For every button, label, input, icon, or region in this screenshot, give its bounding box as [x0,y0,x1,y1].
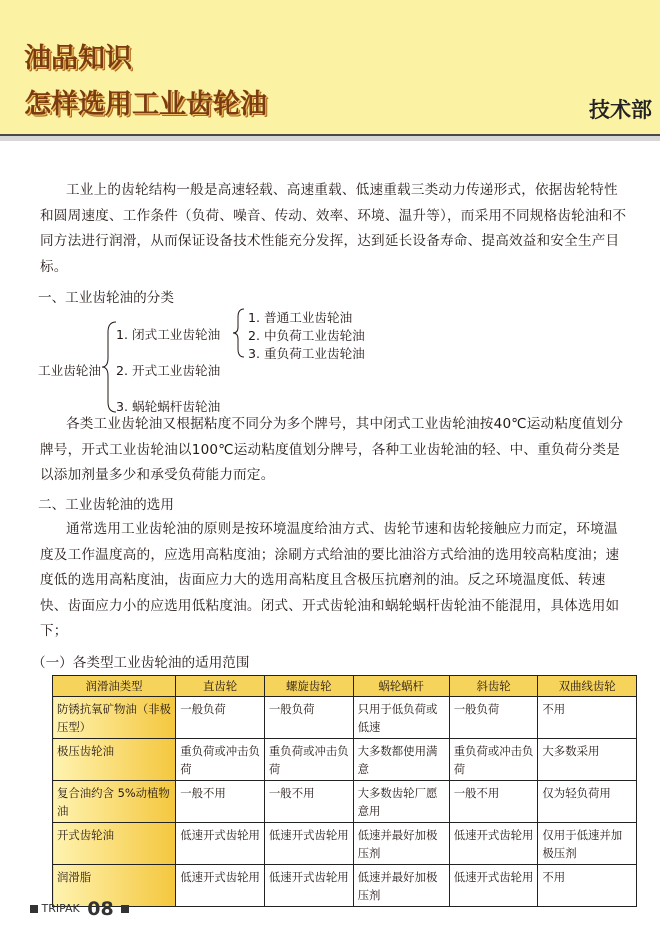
gear-oil-table [52,675,637,907]
tree-brace-sub [230,306,250,360]
tree-root: 工业齿轮油 [38,363,101,378]
table-cell: 低速开式齿轮用 [449,823,538,865]
tree-branch-worm: 3. 蜗轮蜗杆齿轮油 [116,399,221,414]
intro-paragraph [40,178,630,280]
table-row-header: 复合油约含 5%动植物油 [53,781,176,823]
table-cell: 低速开式齿轮用 [264,823,353,865]
table-cell: 一般不用 [176,781,265,823]
page-header [0,0,660,136]
footer-square-icon [121,905,129,913]
table-row [53,823,637,865]
table-row-header: 极压齿轮油 [53,739,176,781]
table-header: 双曲线齿轮 [538,676,637,697]
selection-text: 通常选用工业齿轮油的原则是按环境温度给油方式、齿轮节速和齿轮接触应力而定，环境温度及工作温度高的，应选用高粘度油；涂刷方式给油的要比油浴方式给油的选用较高粘度油；速度低的选用高粘度油，齿面应力大的选用高粘度且含极压抗磨剂的油。反之环境温度低、转速快、齿面应力小的应选用低粘度油。闭式、开式齿轮油和蜗轮蜗杆齿轮油不能混用，具体选用如下； [40,521,620,640]
table-cell: 一般不用 [449,781,538,823]
table-cell: 低速并最好加极压剂 [353,865,449,907]
table-cell: 大多数采用 [538,739,637,781]
tree-branch-closed: 1. 闭式工业齿轮油 [116,327,221,342]
table-cell: 低速开式齿轮用 [176,823,265,865]
table-header: 润滑油类型 [53,676,176,697]
footer-brand: TRIPAK [41,902,80,915]
page-number: 08 [87,898,114,920]
article-title: 怎样选用工业齿轮油 [24,89,267,120]
table-header: 螺旋齿轮 [264,676,353,697]
subsection-heading: （一）各类型工业齿轮油的适用范围 [32,655,250,671]
table-cell: 仅为轻负荷用 [538,781,637,823]
table-cell: 不用 [538,865,637,907]
table-cell: 只用于低负荷或低速 [353,697,449,739]
table-cell: 低速开式齿轮用 [264,865,353,907]
tree-sub-medium: 2. 中负荷工业齿轮油 [248,328,365,343]
table-cell: 一般不用 [264,781,353,823]
table-cell: 重负荷或冲击负荷 [449,739,538,781]
table-header: 直齿轮 [176,676,265,697]
table-header-row [53,676,637,697]
table-row-header: 润滑脂 [53,865,176,907]
tree-sub-normal: 1. 普通工业齿轮油 [248,310,353,325]
table-row-header: 防锈抗氧矿物油（非极压型） [53,697,176,739]
tree-sub-heavy: 3. 重负荷工业齿轮油 [248,346,365,361]
table-cell: 低速开式齿轮用 [176,865,265,907]
footer-square-icon [30,905,38,913]
table-cell: 一般负荷 [449,697,538,739]
section-heading-classification: 一、工业齿轮油的分类 [38,290,174,306]
table-row [53,697,637,739]
table-row [53,781,637,823]
table-cell: 一般负荷 [176,697,265,739]
table-cell: 重负荷或冲击负荷 [176,739,265,781]
viscosity-text: 各类工业齿轮油又根据粘度不同分为多个牌号，其中闭式工业齿轮油按40℃运动粘度值划分牌号，开式工业齿轮油以100℃运动粘度值划分牌号，各种工业齿轮油的轻、中、重负荷分类是以添加剂量多少和承受负荷能力而定。 [40,416,624,484]
table-cell: 不用 [538,697,637,739]
department-label: 技术部 [589,98,652,122]
table-cell: 大多数齿轮厂愿意用 [353,781,449,823]
table-cell: 低速并最好加极压剂 [353,823,449,865]
table-cell: 低速开式齿轮用 [449,865,538,907]
table-cell: 一般负荷 [264,697,353,739]
header-divider [0,136,660,141]
table-header: 斜齿轮 [449,676,538,697]
table-row [53,739,637,781]
table-row-header: 开式齿轮油 [53,823,176,865]
table-row [53,865,637,907]
table-cell: 大多数都使用满意 [353,739,449,781]
section-heading-selection: 二、工业齿轮油的选用 [38,497,174,513]
selection-paragraph [40,517,630,645]
tree-branch-open: 2. 开式工业齿轮油 [116,363,221,378]
viscosity-paragraph [40,412,630,489]
table-header: 蜗轮蜗杆 [353,676,449,697]
intro-text: 工业上的齿轮结构一般是高速轻载、高速重载、低速重载三类动力传递形式，依据齿轮特性和圆周速度、工作条件（负荷、噪音、传动、效率、环境、温升等），而采用不同规格齿轮油和不同方法进行润滑，从而保证设备技术性能充分发挥，达到延长设备寿命、提高效益和安全生产目标。 [40,182,627,275]
category-title: 油品知识 [24,43,132,74]
table-cell: 仅用于低速并加极压剂 [538,823,637,865]
page-footer [30,898,129,920]
table-cell: 重负荷或冲击负荷 [264,739,353,781]
